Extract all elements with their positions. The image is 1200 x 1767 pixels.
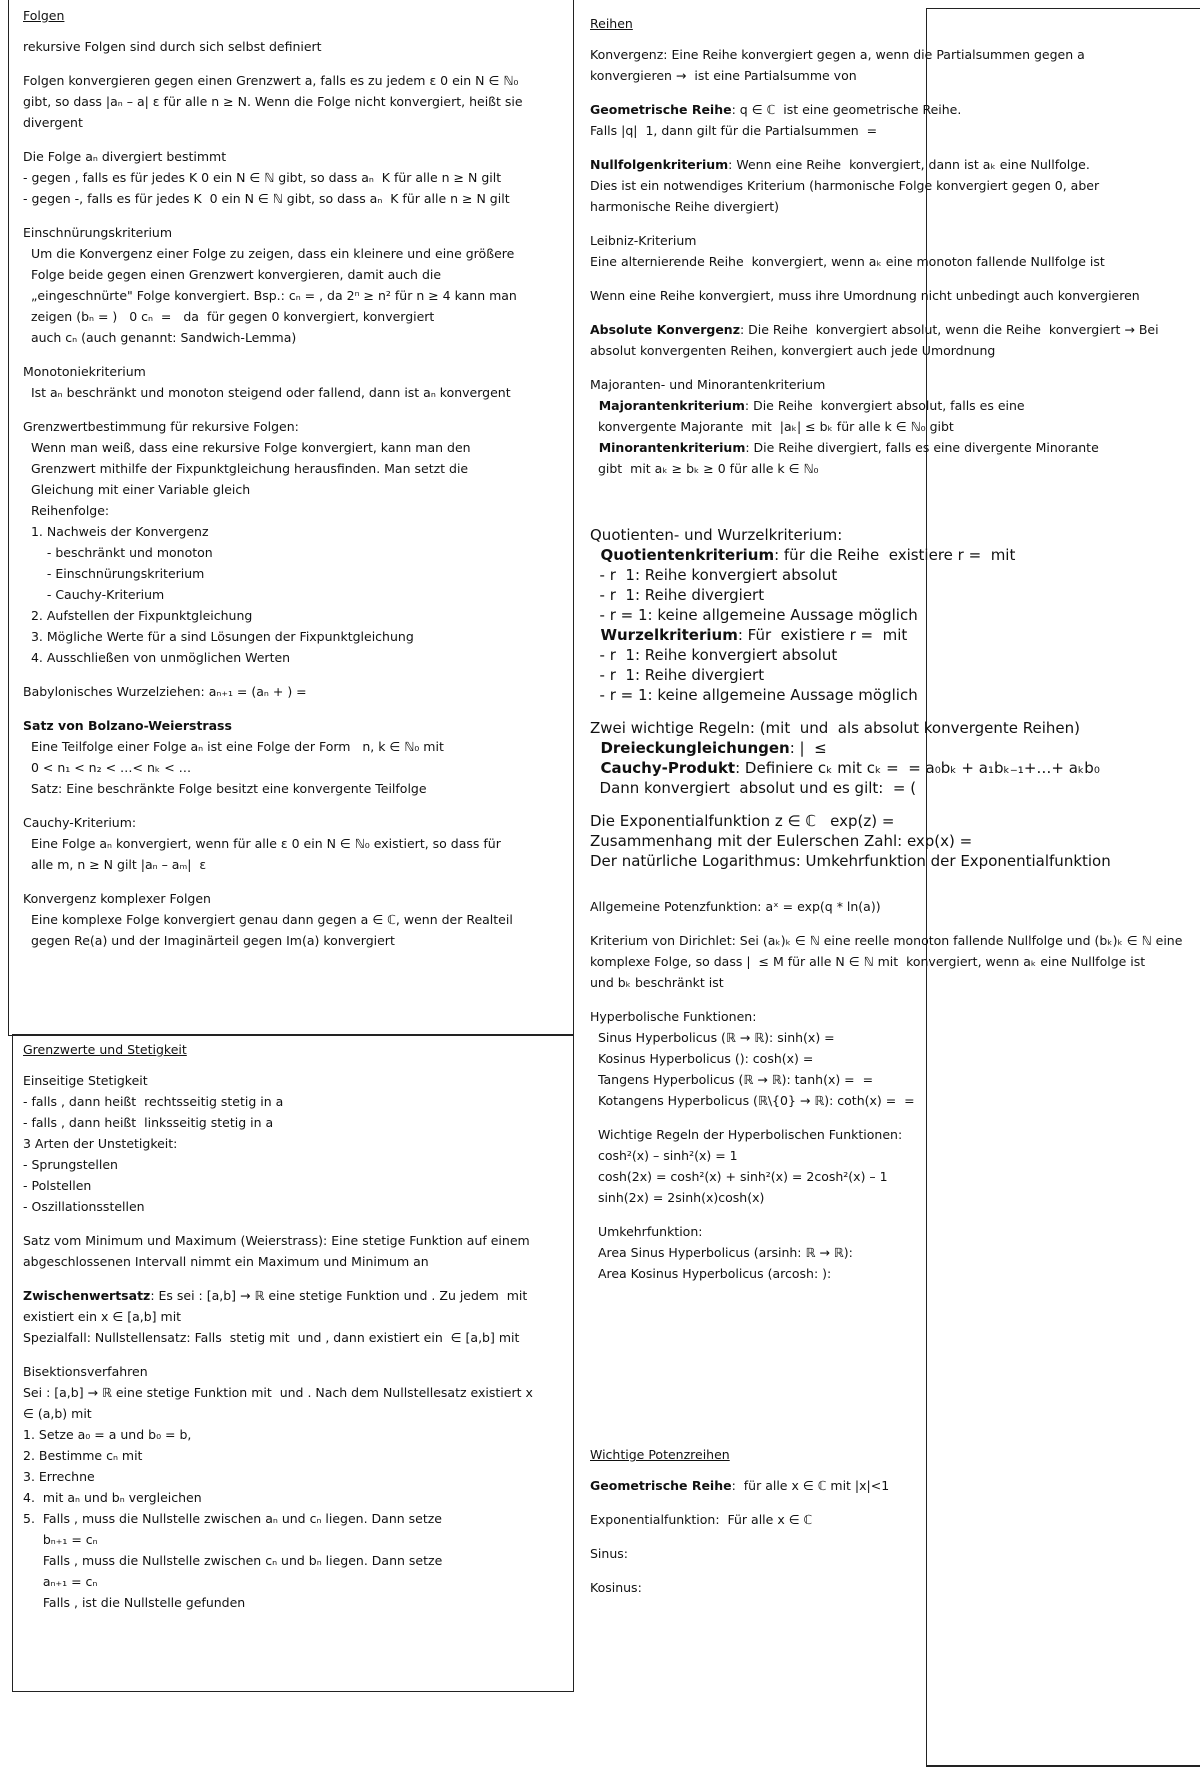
reihen2-body <box>590 896 1200 1284</box>
reihen-block <box>590 374 1200 479</box>
stetigkeit-line: - falls , dann heißt linksseitig stetig in a <box>23 1115 274 1130</box>
kriterien-line: Dann konvergiert absolut und es gilt: = ( <box>590 779 917 797</box>
reihen-title: Reihen <box>590 16 633 31</box>
folgen-line: 0 < n₁ < n₂ < …< nₖ < … <box>23 760 192 775</box>
kriterien-line: - r = 1: keine allgemeine Aussage möglich <box>590 606 918 624</box>
folgen-line: „eingeschnürte" Folge konvergiert. Bsp.: cₙ = , da 2ⁿ ≥ n² für n ≥ 4 kann man <box>23 288 517 303</box>
reihen2-line: sinh(2x) = 2sinh(x)cosh(x) <box>590 1190 765 1205</box>
folgen-line: Eine komplexe Folge konvergiert genau dann gegen a ∈ ℂ, wenn der Realteil <box>23 912 513 927</box>
reihen-line: Absolute Konvergenz: Die Reihe konvergiert absolut, wenn die Reihe konvergiert → Bei <box>590 322 1159 337</box>
folgen-line: zeigen (bₙ = ) 0 cₙ = da für gegen 0 konvergiert, konvergiert <box>23 309 435 324</box>
reihen-block <box>590 44 1200 86</box>
folgen-block <box>23 812 568 875</box>
potenzreihen-body <box>590 1475 920 1598</box>
reihen-line: Falls |q| 1, dann gilt für die Partialsummen = <box>590 123 878 138</box>
folgen-block <box>23 361 568 403</box>
folgen-block <box>23 888 568 951</box>
folgen-body <box>23 36 568 951</box>
folgen-block <box>23 146 568 209</box>
reihen2-block <box>590 1124 1200 1208</box>
reihen-block <box>590 230 1200 272</box>
folgen-line: divergent <box>23 115 83 130</box>
potenzreihen-block <box>590 1475 920 1496</box>
reihen-line: Wenn eine Reihe konvergiert, muss ihre Umordnung nicht unbedingt auch konvergieren <box>590 288 1140 303</box>
stetigkeit-line: Falls , muss die Nullstelle zwischen cₙ und bₙ liegen. Dann setze <box>23 1553 443 1568</box>
kriterien-line: - r 1: Reihe konvergiert absolut <box>590 566 838 584</box>
reihen2-line: Wichtige Regeln der Hyperbolischen Funktionen: <box>590 1127 903 1142</box>
kriterien-line: Zwei wichtige Regeln: (mit und als absolut konvergente Reihen) <box>590 719 1080 737</box>
stetigkeit-line: 2. Bestimme cₙ mit <box>23 1448 143 1463</box>
reihen2-line: und bₖ beschränkt ist <box>590 975 724 990</box>
folgen-line: Gleichung mit einer Variable gleich <box>23 482 251 497</box>
folgen-line: auch cₙ (auch genannt: Sandwich-Lemma) <box>23 330 297 345</box>
folgen-line: 1. Nachweis der Konvergenz <box>23 524 209 539</box>
folgen-line: rekursive Folgen sind durch sich selbst definiert <box>23 39 322 54</box>
stetigkeit-line: Satz vom Minimum und Maximum (Weierstrass): Eine stetige Funktion auf einem <box>23 1233 530 1248</box>
reihen2-line: cosh(2x) = cosh²(x) + sinh²(x) = 2cosh²(x) – 1 <box>590 1169 888 1184</box>
stetigkeit-block <box>23 1230 568 1272</box>
folgen-line: Satz: Eine beschränkte Folge besitzt eine konvergente Teilfolge <box>23 781 427 796</box>
stetigkeit-line: 3 Arten der Unstetigkeit: <box>23 1136 178 1151</box>
potenzreihen-section <box>590 1447 920 1611</box>
reihen-line: absolut konvergenten Reihen, konvergiert auch jede Umordnung <box>590 343 996 358</box>
stetigkeit-line: ∈ (a,b) mit <box>23 1406 92 1421</box>
potenzreihen-line: Kosinus: <box>590 1580 642 1595</box>
stetigkeit-line: bₙ₊₁ = cₙ <box>23 1532 98 1547</box>
kriterien-line: Zusammenhang mit der Eulerschen Zahl: exp(x) = <box>590 832 973 850</box>
reihen-block <box>590 285 1200 306</box>
stetigkeit-block <box>23 1361 568 1613</box>
folgen-block <box>23 222 568 348</box>
folgen-line: Um die Konvergenz einer Folge zu zeigen, dass ein kleinere und eine größere <box>23 246 515 261</box>
reihen-line: konvergente Majorante mit |aₖ| ≤ bₖ für alle k ∈ ℕ₀ gibt <box>590 419 954 434</box>
reihen-section <box>590 16 1200 492</box>
reihen2-line: Area Sinus Hyperbolicus (arsinh: ℝ → ℝ): <box>590 1245 853 1260</box>
folgen-line: Reihenfolge: <box>23 503 110 518</box>
reihen-block <box>590 154 1200 217</box>
reihen2-line: komplexe Folge, so dass | ≤ M für alle N ∈ ℕ mit konvergiert, wenn aₖ eine Nullfolge ist <box>590 954 1146 969</box>
kriterien-line: - r 1: Reihe konvergiert absolut <box>590 646 838 664</box>
kriterien-block <box>590 811 1200 871</box>
reihen2-line: cosh²(x) – sinh²(x) = 1 <box>590 1148 738 1163</box>
folgen-line: alle m, n ≥ N gilt |aₙ – aₘ| ε <box>23 857 207 872</box>
stetigkeit-line: 1. Setze a₀ = a und b₀ = b, <box>23 1427 192 1442</box>
kriterien-line: - r 1: Reihe divergiert <box>590 666 765 684</box>
folgen-block <box>23 715 568 799</box>
reihen-line: Majorantenkriterium: Die Reihe konvergiert absolut, falls es eine <box>590 398 1025 413</box>
reihen2-line: Umkehrfunktion: <box>590 1224 703 1239</box>
stetigkeit-line: - falls , dann heißt rechtsseitig stetig in a <box>23 1094 284 1109</box>
folgen-line: Folge beide gegen einen Grenzwert konvergieren, damit auch die <box>23 267 442 282</box>
kriterien-section <box>590 525 1200 884</box>
stetigkeit-title: Grenzwerte und Stetigkeit <box>23 1042 187 1057</box>
reihen-line: gibt mit aₖ ≥ bₖ ≥ 0 für alle k ∈ ℕ₀ <box>590 461 819 476</box>
folgen-title: Folgen <box>23 8 65 23</box>
stetigkeit-block <box>23 1285 568 1348</box>
potenzreihen-block <box>590 1509 920 1530</box>
kriterien-block <box>590 718 1200 798</box>
folgen-line: Die Folge aₙ divergiert bestimmt <box>23 149 227 164</box>
reihen-line: Eine alternierende Reihe konvergiert, wenn aₖ eine monoton fallende Nullfolge ist <box>590 254 1105 269</box>
potenzreihen-block <box>590 1577 920 1598</box>
potenzreihen-line: Exponentialfunktion: Für alle x ∈ ℂ <box>590 1512 813 1527</box>
reihen2-line: Kriterium von Dirichlet: Sei (aₖ)ₖ ∈ ℕ eine reelle monoton fallende Nullfolge und (bₖ)ₖ ∈ ℕ eine <box>590 933 1183 948</box>
folgen-line: Satz von Bolzano-Weierstrass <box>23 718 232 733</box>
potenzreihen-block <box>590 1543 920 1564</box>
folgen-block <box>23 70 568 133</box>
stetigkeit-line: Zwischenwertsatz: Es sei : [a,b] → ℝ eine stetige Funktion und . Zu jedem mit <box>23 1288 528 1303</box>
folgen-line: Ist aₙ beschränkt und monoton steigend oder fallend, dann ist aₙ konvergent <box>23 385 511 400</box>
kriterien-line: - r = 1: keine allgemeine Aussage möglich <box>590 686 918 704</box>
folgen-line: Grenzwertbestimmung für rekursive Folgen: <box>23 419 299 434</box>
potenzreihen-title: Wichtige Potenzreihen <box>590 1447 730 1462</box>
kriterien-line: Quotienten- und Wurzelkriterium: <box>590 526 843 544</box>
folgen-line: Konvergenz komplexer Folgen <box>23 891 211 906</box>
folgen-line: Grenzwert mithilfe der Fixpunktgleichung herausfinden. Man setzt die <box>23 461 469 476</box>
reihen-line: konvergieren → ist eine Partialsumme von <box>590 68 857 83</box>
kriterien-line: Dreieckungleichungen: | ≤ <box>590 739 827 757</box>
reihen2-line: Kosinus Hyperbolicus (): cosh(x) = <box>590 1051 814 1066</box>
stetigkeit-section <box>23 1042 568 1626</box>
kriterien-line: - r 1: Reihe divergiert <box>590 586 765 604</box>
folgen-block <box>23 681 568 702</box>
folgen-line: - Cauchy-Kriterium <box>23 587 165 602</box>
potenzreihen-line: Sinus: <box>590 1546 628 1561</box>
folgen-section <box>23 8 568 964</box>
reihen2-line: Sinus Hyperbolicus (ℝ → ℝ): sinh(x) = <box>590 1030 835 1045</box>
folgen-block <box>23 416 568 668</box>
stetigkeit-line: - Polstellen <box>23 1178 92 1193</box>
folgen-line: - beschränkt und monoton <box>23 545 213 560</box>
kriterien-line: Quotientenkriterium: für die Reihe existiere r = mit <box>590 546 1016 564</box>
reihen2-line: Allgemeine Potenzfunktion: aˣ = exp(q * ln(a)) <box>590 899 881 914</box>
folgen-line: Wenn man weiß, dass eine rekursive Folge konvergiert, kann man den <box>23 440 471 455</box>
folgen-line: Folgen konvergieren gegen einen Grenzwert a, falls es zu jedem ε 0 ein N ∈ ℕ₀ <box>23 73 519 88</box>
reihen-line: Konvergenz: Eine Reihe konvergiert gegen a, wenn die Partialsummen gegen a <box>590 47 1085 62</box>
stetigkeit-line: - Oszillationsstellen <box>23 1199 145 1214</box>
stetigkeit-body <box>23 1070 568 1613</box>
reihen2-block <box>590 930 1200 993</box>
reihen-line: Nullfolgenkriterium: Wenn eine Reihe konvergiert, dann ist aₖ eine Nullfolge. <box>590 157 1090 172</box>
reihen2-line: Area Kosinus Hyperbolicus (arcosh: ): <box>590 1266 832 1281</box>
reihen-line: Majoranten- und Minorantenkriterium <box>590 377 826 392</box>
reihen2-line: Kotangens Hyperbolicus (ℝ\{0} → ℝ): coth(x) = = <box>590 1093 915 1108</box>
folgen-line: - gegen , falls es für jedes K 0 ein N ∈ ℕ gibt, so dass aₙ K für alle n ≥ N gilt <box>23 170 502 185</box>
stetigkeit-line: Falls , ist die Nullstelle gefunden <box>23 1595 246 1610</box>
reihen-body <box>590 44 1200 479</box>
reihen2-block <box>590 1006 1200 1111</box>
folgen-line: 2. Aufstellen der Fixpunktgleichung <box>23 608 253 623</box>
stetigkeit-line: aₙ₊₁ = cₙ <box>23 1574 98 1589</box>
reihen2-line: Hyperbolische Funktionen: <box>590 1009 757 1024</box>
folgen-line: gegen Re(a) und der Imaginärteil gegen Im(a) konvergiert <box>23 933 395 948</box>
folgen-block <box>23 36 568 57</box>
kriterien-line: Der natürliche Logarithmus: Umkehrfunktion der Exponentialfunktion <box>590 852 1111 870</box>
folgen-line: Eine Folge aₙ konvergiert, wenn für alle ε 0 ein N ∈ ℕ₀ existiert, so dass für <box>23 836 501 851</box>
reihen-block <box>590 99 1200 141</box>
kriterien-line: Cauchy-Produkt: Definiere cₖ mit cₖ = = a₀bₖ + a₁bₖ₋₁+…+ aₖb₀ <box>590 759 1100 777</box>
folgen-line: gibt, so dass |aₙ – a| ε für alle n ≥ N. Wenn die Folge nicht konvergiert, heißt sie <box>23 94 523 109</box>
stetigkeit-line: Einseitige Stetigkeit <box>23 1073 148 1088</box>
stetigkeit-line: Spezialfall: Nullstellensatz: Falls stetig mit und , dann existiert ein ∈ [a,b] mit <box>23 1330 520 1345</box>
reihen-line: Dies ist ein notwendiges Kriterium (harmonische Folge konvergiert gegen 0, aber <box>590 178 1100 193</box>
stetigkeit-line: abgeschlossenen Intervall nimmt ein Maximum und Minimum an <box>23 1254 429 1269</box>
potenzreihen-line: Geometrische Reihe: für alle x ∈ ℂ mit |x|<1 <box>590 1478 890 1493</box>
folgen-line: - Einschnürungskriterium <box>23 566 205 581</box>
folgen-line: Einschnürungskriterium <box>23 225 173 240</box>
folgen-line: Cauchy-Kriterium: <box>23 815 137 830</box>
reihen-block <box>590 319 1200 361</box>
reihen2-block <box>590 1221 1200 1284</box>
stetigkeit-line: 5. Falls , muss die Nullstelle zwischen aₙ und cₙ liegen. Dann setze <box>23 1511 442 1526</box>
reihen2-block <box>590 896 1200 917</box>
reihen-line: Geometrische Reihe: q ∈ ℂ ist eine geometrische Reihe. <box>590 102 962 117</box>
kriterien-body <box>590 525 1200 871</box>
kriterien-block <box>590 525 1200 705</box>
folgen-line: Babylonisches Wurzelziehen: aₙ₊₁ = (aₙ + ) = <box>23 684 307 699</box>
stetigkeit-line: 3. Errechne <box>23 1469 95 1484</box>
stetigkeit-line: - Sprungstellen <box>23 1157 118 1172</box>
reihen2-section <box>590 896 1200 1297</box>
folgen-line: Monotoniekriterium <box>23 364 146 379</box>
stetigkeit-block <box>23 1070 568 1217</box>
folgen-line: 4. Ausschließen von unmöglichen Werten <box>23 650 291 665</box>
folgen-line: - gegen -, falls es für jedes K 0 ein N ∈ ℕ gibt, so dass aₙ K für alle n ≥ N gilt <box>23 191 510 206</box>
kriterien-line: Wurzelkriterium: Für existiere r = mit <box>590 626 908 644</box>
stetigkeit-line: Bisektionsverfahren <box>23 1364 148 1379</box>
reihen-line: Leibniz-Kriterium <box>590 233 697 248</box>
stetigkeit-line: Sei : [a,b] → ℝ eine stetige Funktion mit und . Nach dem Nullstellesatz existiert x <box>23 1385 533 1400</box>
reihen-line: harmonische Reihe divergiert) <box>590 199 779 214</box>
kriterien-line: Die Exponentialfunktion z ∈ ℂ exp(z) = <box>590 812 895 830</box>
reihen-line: Minorantenkriterium: Die Reihe divergiert, falls es eine divergente Minorante <box>590 440 1099 455</box>
reihen2-line: Tangens Hyperbolicus (ℝ → ℝ): tanh(x) = = <box>590 1072 874 1087</box>
folgen-line: Eine Teilfolge einer Folge aₙ ist eine Folge der Form n, k ∈ ℕ₀ mit <box>23 739 444 754</box>
stetigkeit-line: existiert ein x ∈ [a,b] mit <box>23 1309 182 1324</box>
stetigkeit-line: 4. mit aₙ und bₙ vergleichen <box>23 1490 202 1505</box>
folgen-line: 3. Mögliche Werte für a sind Lösungen der Fixpunktgleichung <box>23 629 414 644</box>
